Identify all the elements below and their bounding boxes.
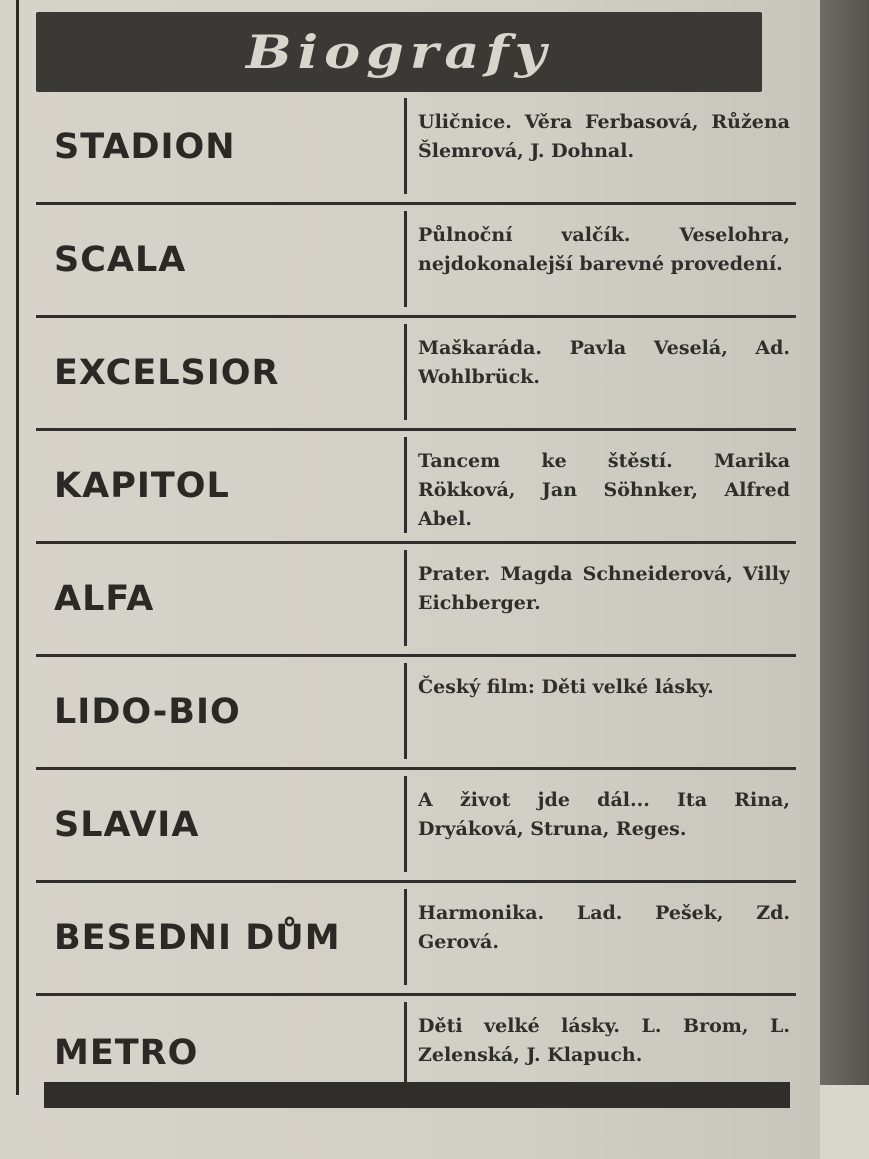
column-divider [404,889,407,985]
cinema-name: SCALA [54,240,187,280]
cinema-name: LIDO-BIO [54,692,241,732]
cinema-name: BESEDNI DŮM [54,918,341,958]
cinema-name: METRO [54,1032,199,1073]
table-row [36,657,796,770]
column-divider [404,550,407,646]
column-divider [404,98,407,194]
table-row [36,92,796,205]
header-banner [36,12,762,92]
cinema-name: ALFA [54,579,155,619]
column-divider [404,663,407,759]
table-row [36,205,796,318]
cinema-name: SLAVIA [54,805,200,845]
cinema-program: Harmonika. Lad. Pešek, Zd. Gerová. [418,902,790,953]
paper-strip [820,1085,869,1159]
cinema-listing-table [36,92,796,1109]
cinema-name: KAPITOL [54,466,230,506]
column-divider [404,776,407,872]
cinema-program: Prater. Magda Schneiderová, Villy Eichberger. [418,563,790,614]
table-row [36,431,796,544]
table-row [36,770,796,883]
column-divider [404,437,407,533]
cinema-program: Tancem ke štěstí. Marika Rökková, Jan Söhnker, Alfred Abel. [418,450,790,530]
cinema-program: Půlnoční valčík. Veselohra, nejdokonalejší barevné provedení. [418,224,790,275]
cinema-program: Děti velké lásky. L. Brom, L. Zelenská, J. Klapuch. [418,1015,790,1066]
footer-rule [44,1082,790,1108]
cinema-name: EXCELSIOR [54,353,280,393]
column-divider [404,324,407,420]
table-row [36,318,796,431]
cinema-program: Uličnice. Věra Ferbasová, Růžena Šlemrová, J. Dohnal. [418,111,790,162]
left-rule [16,0,19,1095]
cinema-name: STADION [54,127,236,167]
cinema-program: Maškaráda. Pavla Veselá, Ad. Wohlbrück. [418,337,790,388]
cinema-program: A život jde dál... Ita Rina, Dryáková, Struna, Reges. [418,789,790,840]
table-row [36,883,796,996]
table-row [36,544,796,657]
cinema-program: Český film: Děti velké lásky. [418,676,714,698]
page-edge [820,0,869,1159]
column-divider [404,211,407,307]
header-title: Biografy [246,24,552,80]
